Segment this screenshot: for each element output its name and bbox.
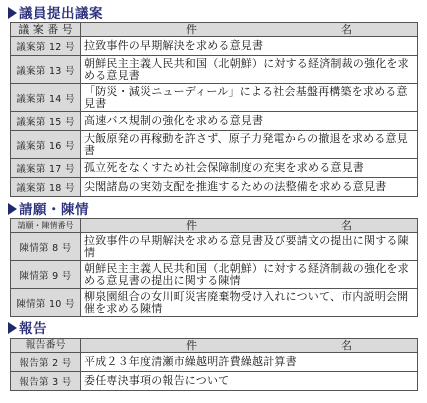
table-header [11,219,418,233]
number-column-header: 請願・陳情番号 [11,219,81,233]
table-row [11,233,418,261]
section-title-proposals: 議員提出議案 [8,6,103,22]
row-number: 報告第 2 号 [11,353,81,372]
row-number: 議案第 14 号 [11,84,81,112]
row-name: 拉致事件の早期解決を求める意見書及び要請文の提出に関する陳情 [81,233,418,261]
petitions-table [10,218,418,317]
number-column-header: 議 案 番 号 [11,23,81,37]
row-name: 委任専決事項の報告について [81,372,418,391]
proposals-table [10,22,418,197]
row-number: 議案第 17 号 [11,159,81,178]
row-name: 高速バス規制の強化を求める意見書 [81,112,418,131]
table-row [11,289,418,317]
name-column-header: 件 名 [81,219,418,233]
row-name: 尖閣諸島の実効支配を推進するための法整備を求める意見書 [81,178,418,197]
row-name: 拉致事件の早期解決を求める意見書 [81,37,418,56]
row-number: 陳情第 10 号 [11,289,81,317]
table-row [11,56,418,84]
table-header [11,23,418,37]
table-row [11,84,418,112]
table-header [11,339,418,353]
row-number: 議案第 18 号 [11,178,81,197]
row-number: 議案第 12 号 [11,37,81,56]
row-name: 朝鮮民主主義人民共和国（北朝鮮）に対する経済制裁の強化を求める意見書 [81,56,418,84]
triangle-marker-icon [8,7,17,19]
row-name: 平成２３年度清瀬市繰越明許費繰越計算書 [81,353,418,372]
table-row [11,131,418,159]
row-name: 孤立死をなくすため社会保障制度の充実を求める意見書 [81,159,418,178]
row-name: 柳泉園組合の女川町災害廃棄物受け入れについて、市内説明会開催を求める陳情 [81,289,418,317]
triangle-marker-icon [8,322,17,334]
row-name: 大飯原発の再稼動を許さず、原子力発電からの撤退を求める意見書 [81,131,418,159]
row-number: 陳情第 9 号 [11,261,81,289]
name-column-header: 件 名 [81,23,418,37]
table-row [11,353,418,372]
row-number: 議案第 13 号 [11,56,81,84]
table-row [11,261,418,289]
row-number: 議案第 15 号 [11,112,81,131]
reports-table [10,338,418,391]
row-number: 報告第 3 号 [11,372,81,391]
triangle-marker-icon [8,203,17,215]
row-name: 「防災・減災ニューディール」による社会基盤再構築を求める意見書 [81,84,418,112]
table-row [11,178,418,197]
row-number: 議案第 16 号 [11,131,81,159]
table-row [11,112,418,131]
table-row [11,372,418,391]
name-column-header: 件 名 [81,339,418,353]
section-title-petitions: 請願・陳情 [8,202,89,218]
row-name: 朝鮮民主主義人民共和国（北朝鮮）に対する経済制裁の強化を求める意見書の提出に関する陳情 [81,261,418,289]
table-row [11,37,418,56]
row-number: 陳情第 8 号 [11,233,81,261]
number-column-header: 報告番号 [11,339,81,353]
section-title-reports: 報告 [8,321,47,337]
table-row [11,159,418,178]
